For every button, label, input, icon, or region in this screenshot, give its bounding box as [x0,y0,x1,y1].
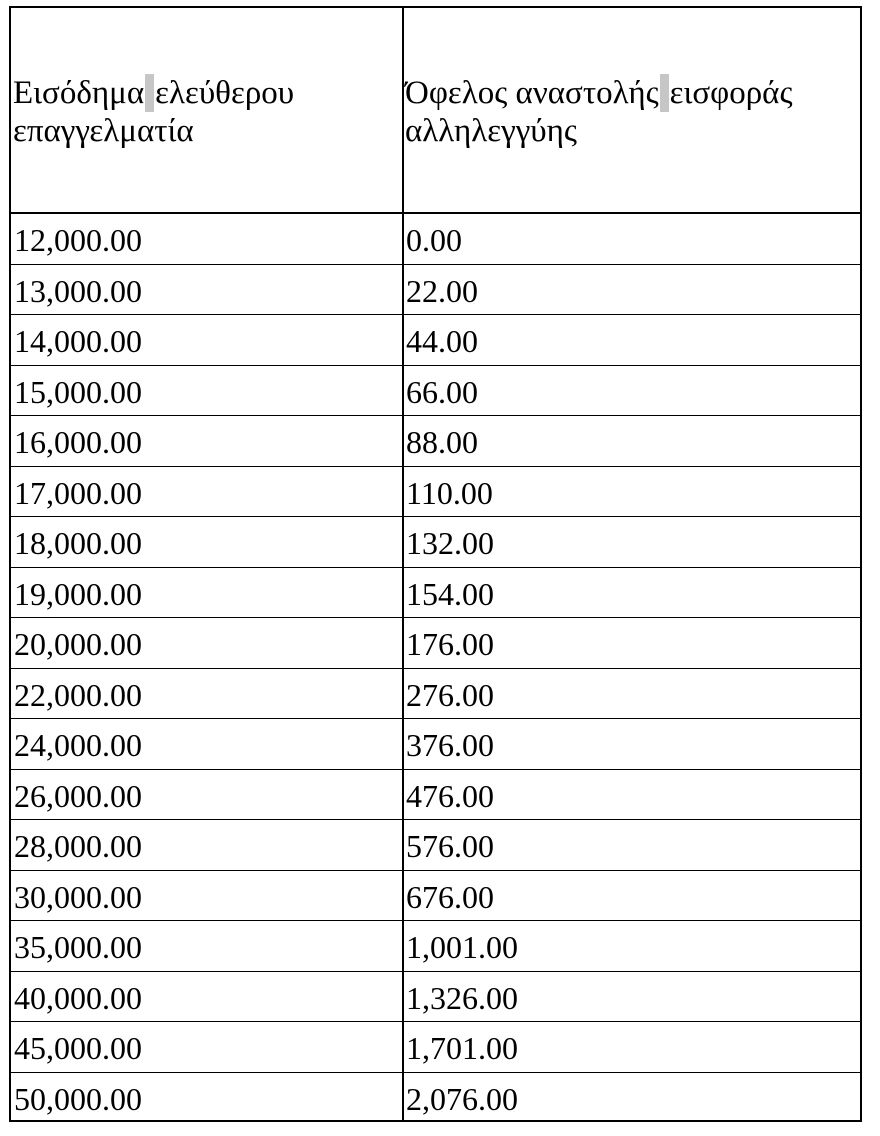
table-row [11,871,860,922]
header-income-word2: ελεύθερου [155,75,295,111]
income-cell: 15,000.00 [14,373,142,410]
header-benefit-word2: εισφοράς [669,75,793,111]
table-row [11,820,860,871]
income-cell: 22,000.00 [14,676,142,713]
income-cell: 24,000.00 [14,727,142,763]
benefit-cell: 376.00 [406,727,494,763]
income-cell: 28,000.00 [14,828,142,864]
benefit-cell: 1,001.00 [406,929,518,965]
benefit-cell: 276.00 [406,676,494,713]
table-row [11,265,860,316]
income-cell: 40,000.00 [14,979,142,1016]
data-table [9,6,862,1122]
table-row [11,315,860,366]
table-row [11,416,860,467]
table-row [11,366,860,417]
header-income [13,74,294,150]
benefit-cell: 22.00 [406,272,478,309]
table-row [11,1073,860,1124]
benefit-cell: 110.00 [406,474,493,511]
benefit-cell: 1,326.00 [406,979,518,1016]
table-row [11,568,860,619]
table-row [11,921,860,972]
header-income-word1: Εισόδημα [13,75,145,111]
benefit-cell: 154.00 [406,575,494,612]
table-row [11,467,860,518]
selection-marker [660,74,669,112]
table-body [11,214,860,1123]
benefit-cell: 2,076.00 [406,1080,518,1117]
benefit-cell: 0.00 [406,222,462,258]
table-row [11,1022,860,1073]
income-cell: 16,000.00 [14,424,142,460]
income-cell: 19,000.00 [14,575,142,612]
header-income-line2: επαγγελματία [13,113,194,149]
table-row [11,517,860,568]
income-cell: 45,000.00 [14,1030,142,1066]
table-row [11,770,860,821]
income-cell: 12,000.00 [14,222,142,258]
table-row [11,719,860,770]
table-row [11,214,860,265]
income-cell: 26,000.00 [14,777,142,814]
benefit-cell: 44.00 [406,323,478,359]
income-cell: 30,000.00 [14,878,142,915]
selection-marker [145,74,154,112]
header-benefit-line1 [405,74,793,112]
table-row [11,618,860,669]
income-cell: 35,000.00 [14,929,142,965]
benefit-cell: 476.00 [406,777,494,814]
header-benefit [405,74,793,150]
benefit-cell: 132.00 [406,525,494,561]
income-cell: 50,000.00 [14,1080,142,1117]
income-cell: 13,000.00 [14,272,142,309]
table-row [11,669,860,720]
table-header-row [11,8,860,214]
header-benefit-line2: αλληλεγγύης [405,113,577,149]
income-cell: 20,000.00 [14,626,142,662]
benefit-cell: 676.00 [406,878,494,915]
benefit-cell: 576.00 [406,828,494,864]
benefit-cell: 176.00 [406,626,494,662]
table-row [11,972,860,1023]
benefit-cell: 1,701.00 [406,1030,518,1066]
benefit-cell: 66.00 [406,373,478,410]
header-benefit-word1: Όφελος αναστολής [405,75,659,111]
income-cell: 17,000.00 [14,474,142,511]
benefit-cell: 88.00 [406,424,478,460]
header-income-line1 [13,74,294,112]
income-cell: 14,000.00 [14,323,142,359]
income-cell: 18,000.00 [14,525,142,561]
